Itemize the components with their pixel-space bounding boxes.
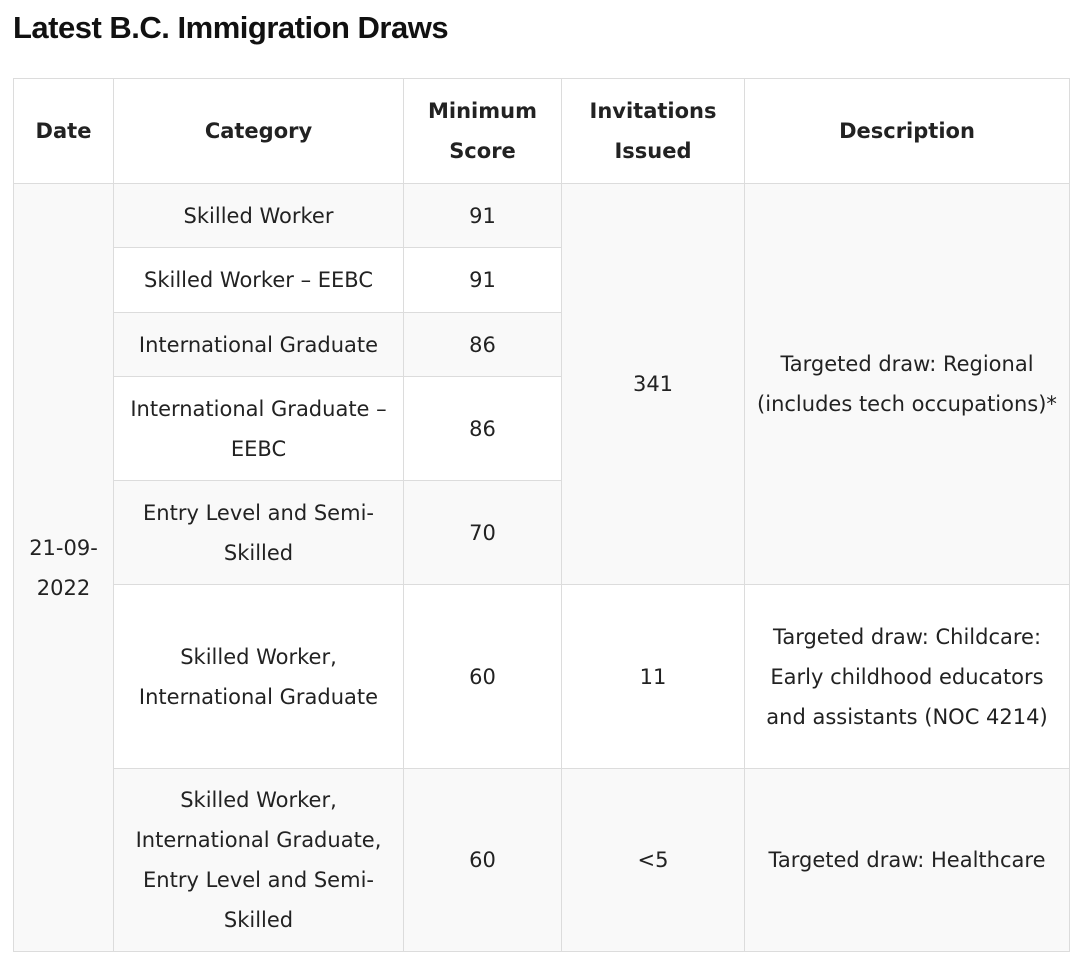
invitations-issued-cell: 341 — [562, 184, 745, 585]
invitations-issued-cell: <5 — [562, 769, 745, 952]
category-cell: Skilled Worker – EEBC — [114, 248, 404, 313]
header-date: Date — [14, 79, 114, 184]
minimum-score-cell: 91 — [404, 248, 562, 313]
description-cell: Targeted draw: Regional (includes tech occupations)* — [745, 184, 1070, 585]
category-cell: Skilled Worker — [114, 184, 404, 248]
minimum-score-cell: 60 — [404, 769, 562, 952]
header-description: Description — [745, 79, 1070, 184]
minimum-score-cell: 70 — [404, 481, 562, 585]
category-cell: International Graduate — [114, 313, 404, 377]
header-category: Category — [114, 79, 404, 184]
invitations-issued-cell: 11 — [562, 585, 745, 769]
header-invitations-line2: Issued — [614, 139, 692, 163]
description-cell: Targeted draw: Healthcare — [745, 769, 1070, 952]
table-row — [14, 184, 1070, 248]
table-header-row — [14, 79, 1070, 184]
category-cell: Skilled Worker, International Graduate — [114, 585, 404, 769]
header-minimum-score — [404, 79, 562, 184]
category-cell: International Graduate – EEBC — [114, 377, 404, 481]
draw-date-cell: 21-09-2022 — [14, 184, 114, 952]
header-invitations-issued — [562, 79, 745, 184]
category-cell: Skilled Worker, International Graduate, Entry Level and Semi-Skilled — [114, 769, 404, 952]
minimum-score-cell: 86 — [404, 377, 562, 481]
description-cell: Targeted draw: Childcare: Early childhood educators and assistants (NOC 4214) — [745, 585, 1070, 769]
table-row — [14, 769, 1070, 952]
table-row — [14, 585, 1070, 769]
immigration-draws-table — [13, 78, 1070, 952]
header-invitations-line1: Invitations — [589, 99, 717, 123]
minimum-score-cell: 91 — [404, 184, 562, 248]
minimum-score-cell: 60 — [404, 585, 562, 769]
page-title: Latest B.C. Immigration Draws — [13, 10, 449, 45]
minimum-score-cell: 86 — [404, 313, 562, 377]
header-minimum-score-line1: Minimum — [428, 99, 537, 123]
category-cell: Entry Level and Semi-Skilled — [114, 481, 404, 585]
header-minimum-score-line2: Score — [449, 139, 516, 163]
